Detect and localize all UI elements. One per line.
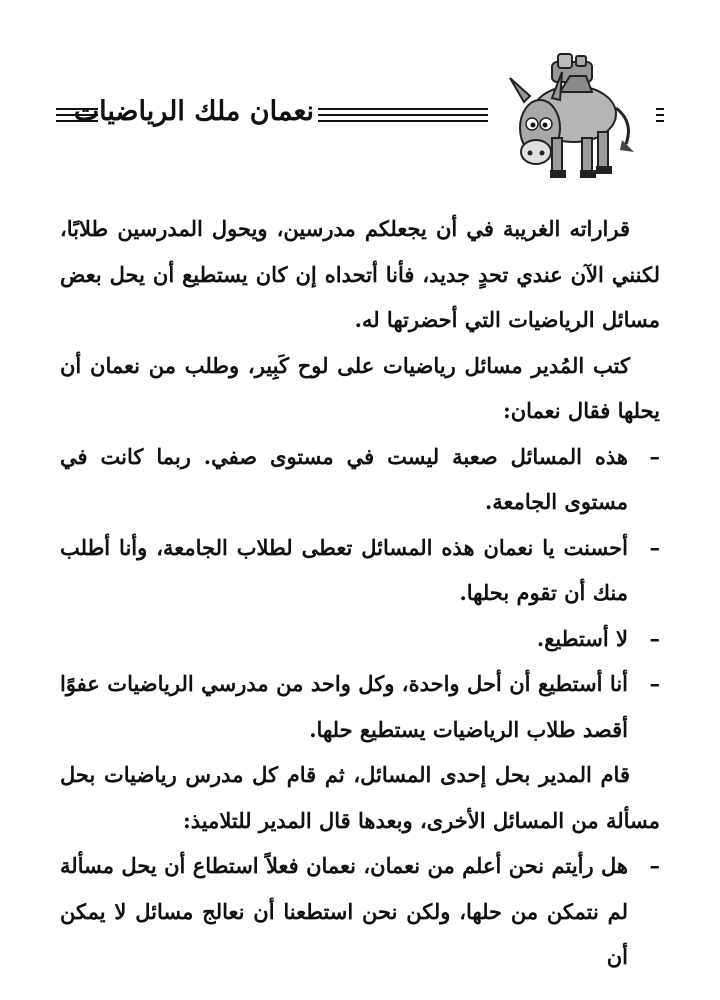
dialog-text: أحسنت يا نعمان هذه المسائل تعطى لطلاب الجامعة، وأنا أطلب منك أن تقوم بحلها. <box>60 534 628 605</box>
body-paragraph: كتب المُدير مسائل رياضيات على لوح كَبِير، وطلب من نعمان أن يحلها فقال نعمان: <box>60 352 660 423</box>
dialog-dash: – <box>649 853 660 878</box>
dialog-dash: – <box>649 534 660 560</box>
dialog-dash: – <box>649 443 660 469</box>
dialog-line <box>60 434 660 525</box>
dialog-dash: – <box>649 671 660 696</box>
body-paragraph: قراراته الغريبة في أن يجعلكم مدرسين، ويحول المدرسين طلابًا، لكنني الآن عندي تحدٍ جديد، فأنا أتحداه إن كان يستطيع أن يحل بعض مسائل الرياضيات التي أحضرتها له. <box>60 216 660 332</box>
title-rule-middle <box>318 108 488 122</box>
dialog-text: لا أستطيع. <box>536 625 628 651</box>
page-title: نعمان ملك الرياضيات <box>73 96 314 127</box>
title-rule-right <box>656 108 664 122</box>
page-body <box>60 206 660 980</box>
dialog-text: هل رأيتم نحن أعلم من نعمان، نعمان فعلاً استطاع أن يحل مسألة لم نتمكن من حلها، ولكن نحن استطعنا أن نعالج مسائل لا يمكن أن <box>60 853 628 969</box>
dialog-text: أنا أستطيع أن أحل واحدة، وكل واحد من مدرسي الرياضيات عفوًا أقصد طلاب الرياضيات يستطيع حلها. <box>60 671 628 742</box>
dialog-line <box>60 525 660 616</box>
donkey-mascot-icon <box>494 52 654 192</box>
dialog-text: هذه المسائل صعبة ليست في مستوى صفي. ربما كانت في مستوى الجامعة. <box>60 443 628 514</box>
dialog-line <box>60 843 660 980</box>
dialog-dash: – <box>649 625 660 651</box>
dialog-line <box>60 616 660 662</box>
dialog-line <box>60 661 660 752</box>
page-header <box>56 52 664 192</box>
body-paragraph: قام المدير بحل إحدى المسائل، ثم قام كل مدرس رياضيات بحل مسألة من المسائل الأخرى، وبعدها قال المدير للتلاميذ: <box>60 762 660 833</box>
